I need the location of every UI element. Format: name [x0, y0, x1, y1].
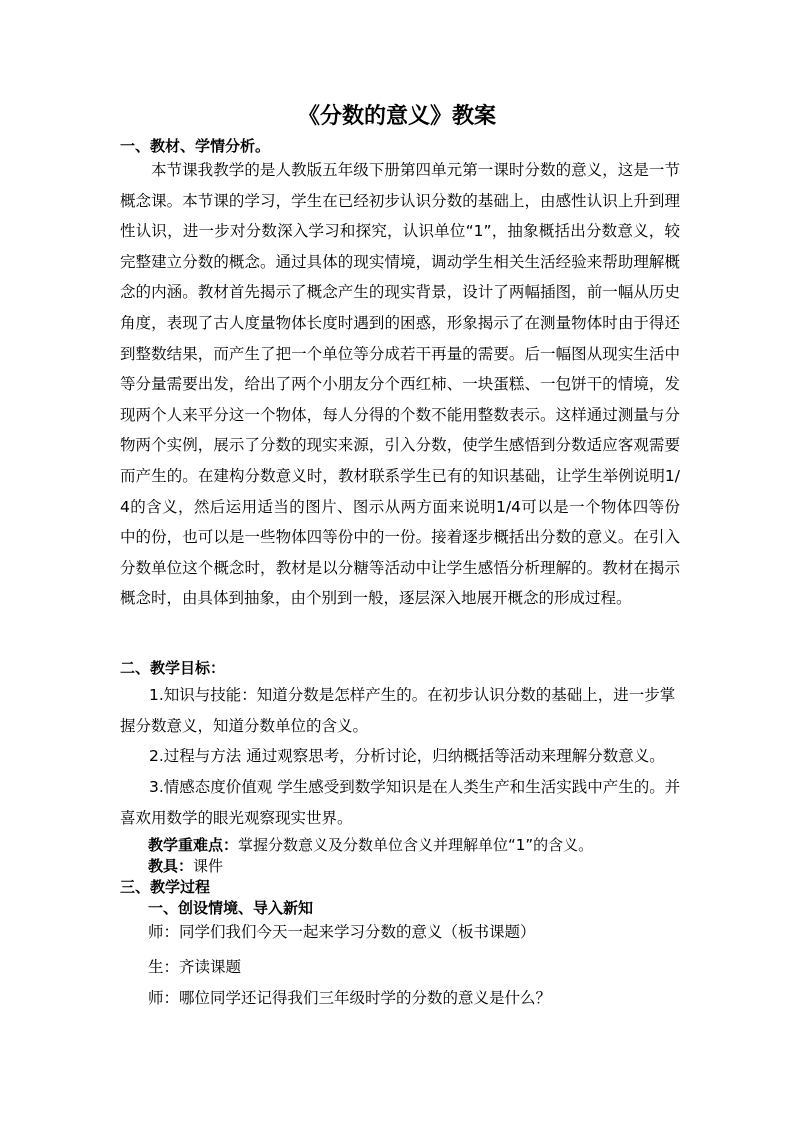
tools-line [148, 856, 223, 876]
section-heading-process: 三、教学过程 [120, 878, 211, 896]
key-points-line [148, 835, 593, 855]
goal-item-knowledge: 1.知识与技能：知道分数是怎样产生的。在初步认识分数的基础上，进一步掌握分数意义，知道分数单位的含义。 [120, 686, 676, 735]
key-points-text: 掌握分数意义及分数单位含义并理解单位“1”的含义。 [238, 836, 594, 854]
goal-item-process: 2.过程与方法 通过观察思考，分析讨论，归纳概括等活动来理解分数意义。 [149, 747, 665, 765]
tools-label: 教具： [148, 857, 194, 875]
process-subheading: 一、创设情境、导入新知 [148, 899, 314, 917]
key-points-label: 教学重难点： [148, 836, 239, 854]
analysis-paragraph: 本节课我教学的是人教版五年级下册第四单元第一课时分数的意义，这是一节概念课。本节课的学习，学生在已经初步认识分数的基础上，由感性认识上升到理性认识，进一步对分数深入学习和探究，认识单位“1”，抽象概括出分数意义，较完整建立分数的概念。通过具体的现实情境，调动学生相关生活经验来帮助理解概念的内涵。教材首先揭示了概念产生的现实背景，设计了两幅插图，前一幅从历史角度，表现了古人度量物体长度时遇到的困惑，形象揭示了在测量物体时由于得还到整数结果，而产生了把一个单位等分成若干再量的需要。后一幅图从现实生活中等分量需要出发，给出了两个小朋友分个西红柿、一块蛋糕、一包饼干的情境，发现两个人来平分这一个物体，每人分得的个数不能用整数表示。这样通过测量与分物两个实例，展示了分数的现实来源，引入分数，使学生感悟到分数适应客观需要而产生的。在建构分数意义时，教材联系学生已有的知识基础，让学生举例说明1/4的含义，然后运用适当的图片、图示从两方面来说明1/4可以是一个物体四等份中的份，也可以是一些物体四等份中的一份。接着逐步概括出分数的意义。在引入分数单位这个概念时，教材是以分糖等活动中让学生感悟分析理解的。教材在揭示概念时，由具体到抽象，由个别到一般，逐层深入地展开概念的形成过程。 [120, 161, 680, 608]
dialog-line: 生：齐读课题 [148, 958, 242, 976]
document-title: 《分数的意义》教案 [297, 104, 496, 129]
goal-item-attitude: 3.情感态度价值观 学生感受到数学知识是在人类生产和生活实践中产生的。并喜欢用数学的眼光观察现实世界。 [120, 778, 681, 827]
section-heading-analysis: 一、教材、学情分析。 [120, 137, 271, 155]
tools-text: 课件 [193, 857, 224, 875]
dialog-line: 师：哪位同学还记得我们三年级时学的分数的意义是什么？ [148, 989, 552, 1007]
dialog-line: 师：同学们我们今天一起来学习分数的意义（板书课题） [148, 923, 536, 941]
section-heading-goals: 二、教学目标： [120, 659, 226, 677]
